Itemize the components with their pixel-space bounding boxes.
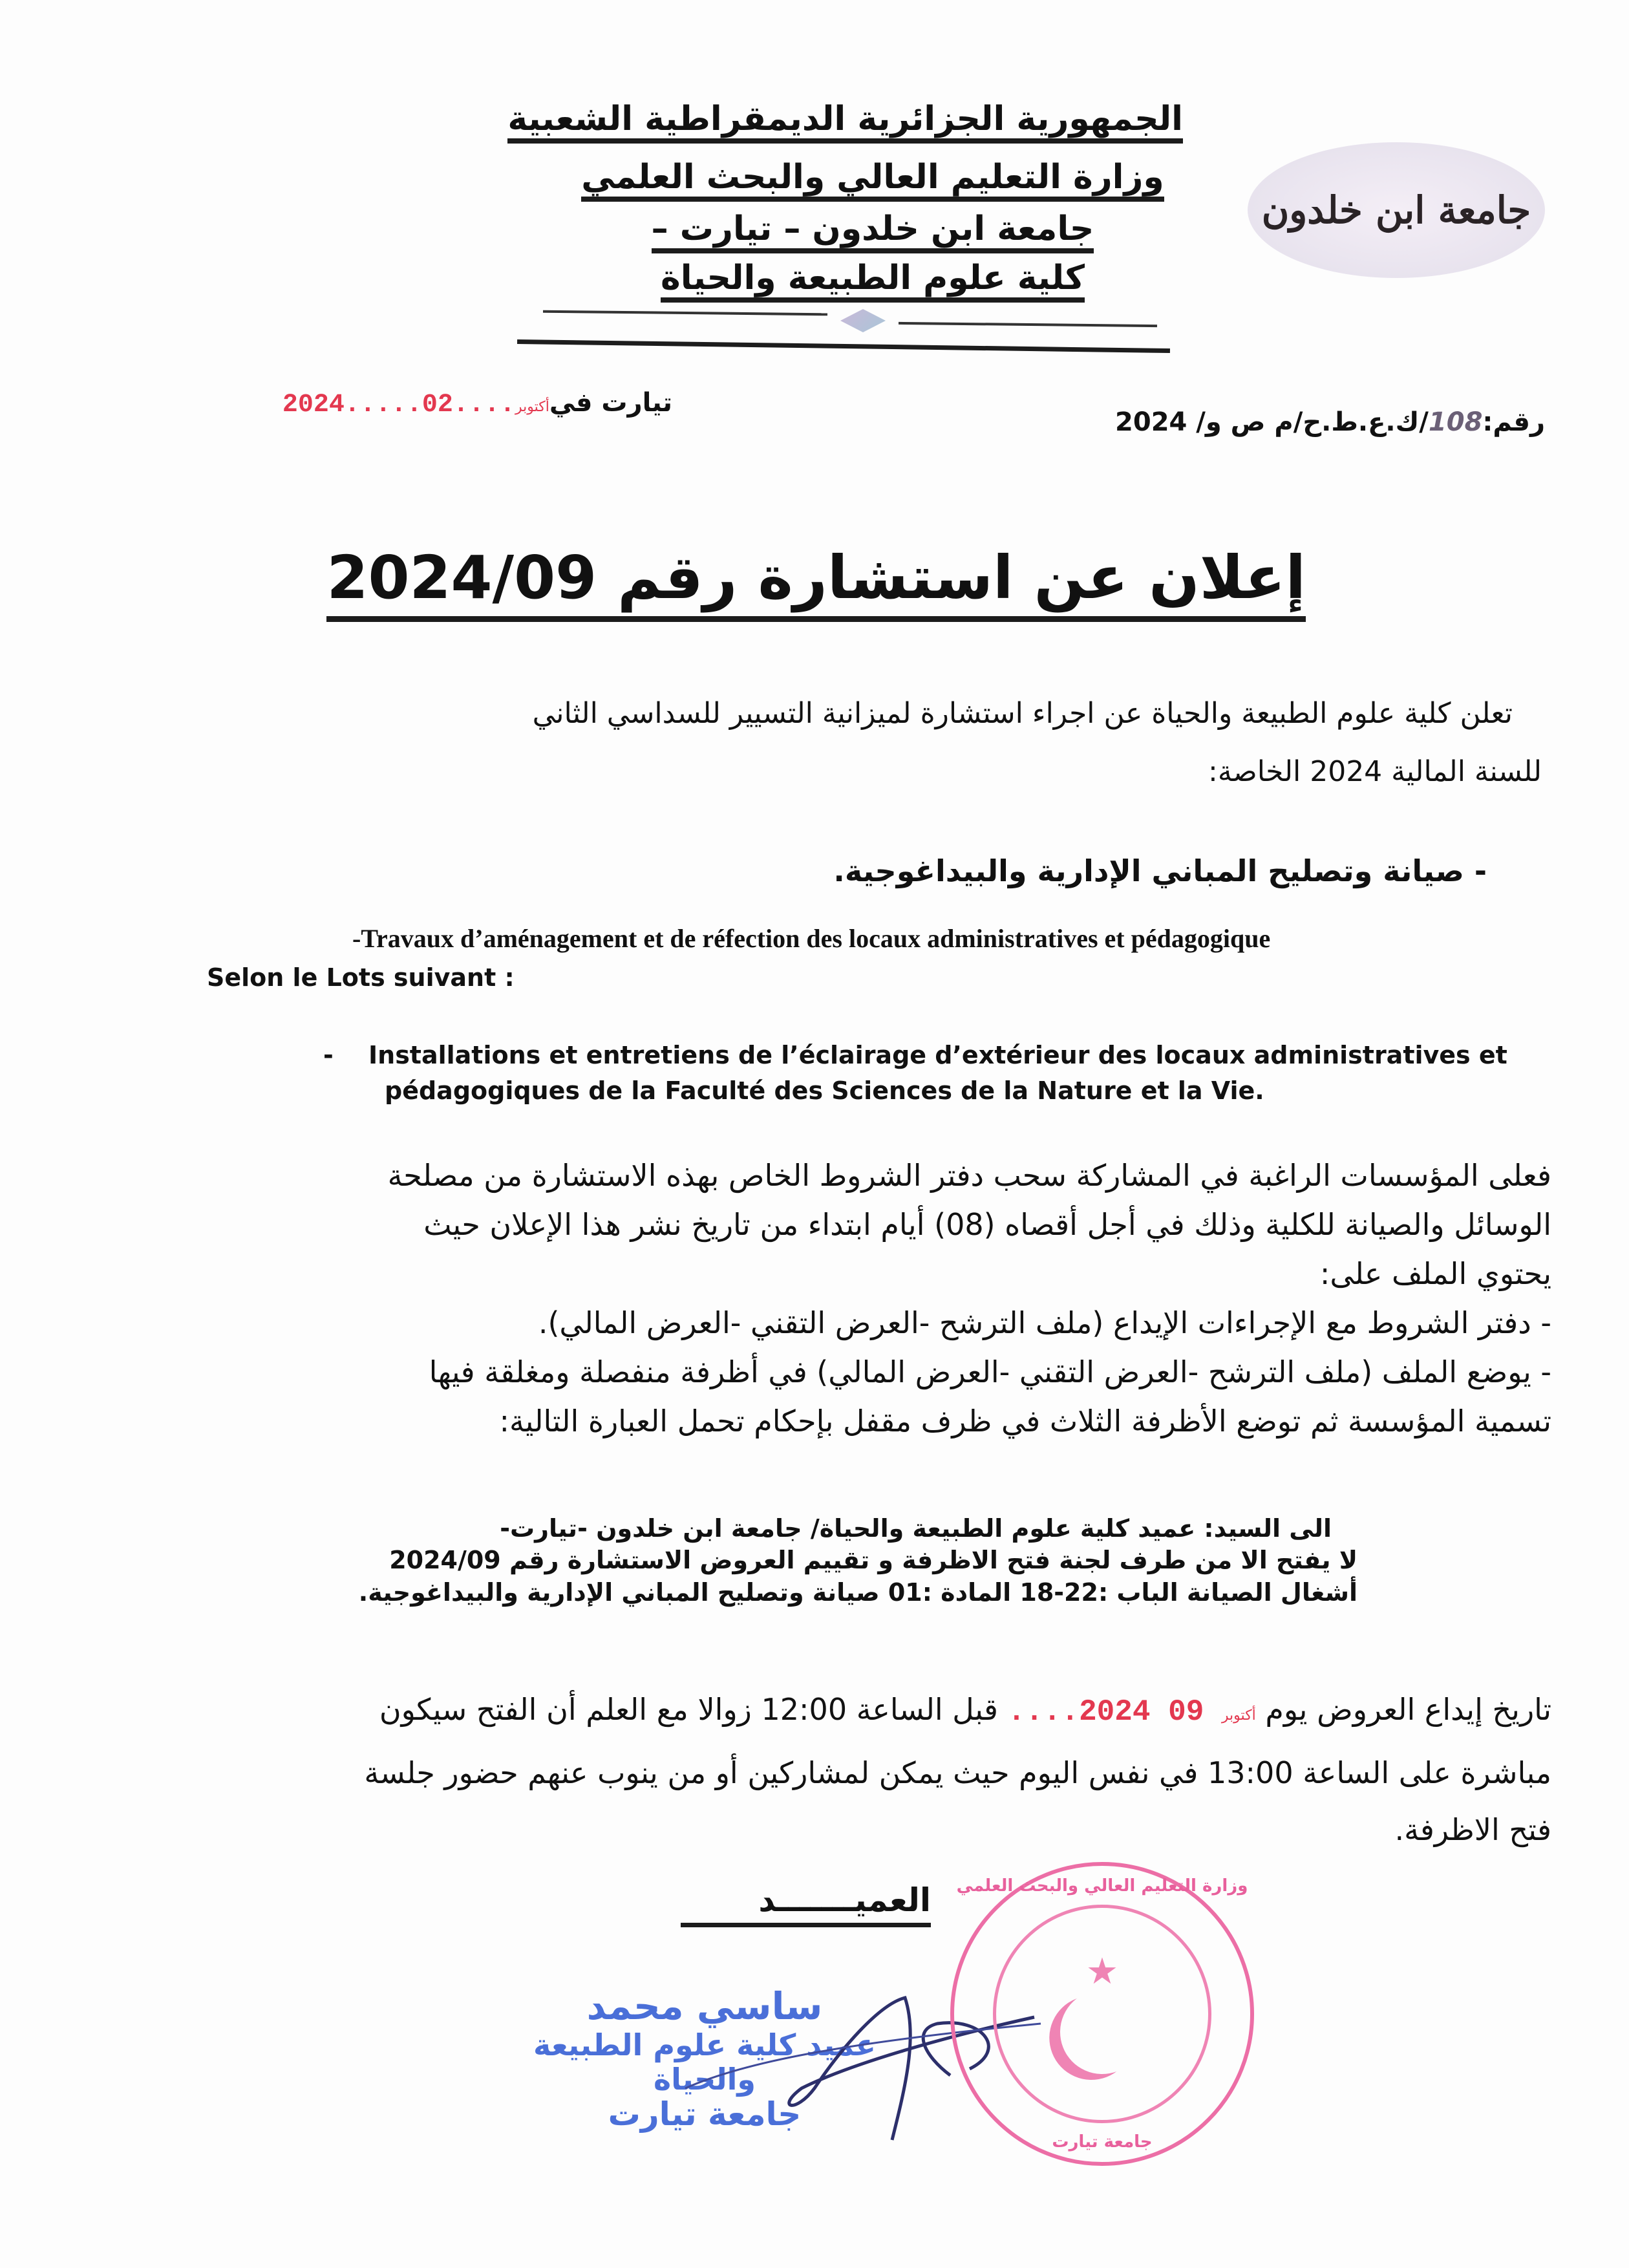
ref-label: رقم: bbox=[1482, 407, 1545, 437]
header-line-republic: الجمهورية الجزائرية الديمقراطية الشعبية bbox=[562, 102, 1183, 144]
lot-bullet: - bbox=[323, 1041, 334, 1069]
divider-right-line bbox=[899, 322, 1157, 327]
place-date bbox=[282, 388, 672, 420]
intro-line-1: تعلن كلية علوم الطبيعة والحياة عن اجراء استشارة لميزانية التسيير للسداسي الثاني bbox=[532, 697, 1513, 730]
item-french: -Travaux d’aménagement et de réfection des locaux administratives et pédagogique bbox=[352, 924, 1271, 953]
official-seal bbox=[950, 1862, 1254, 2166]
page-title: إعلان عن استشارة رقم 2024/09 bbox=[452, 543, 1306, 622]
body-line: تسمية المؤسسة ثم توضع الأظرفة الثلاث في ظرف مقفل بإحكام تحمل العبارة التالية: bbox=[499, 1404, 1551, 1439]
intro-line-2: للسنة المالية 2024 الخاصة: bbox=[1208, 755, 1542, 788]
header-line-university: جامعة ابن خلدون – تيارت – bbox=[562, 212, 1183, 253]
header-divider bbox=[530, 304, 1273, 356]
star-icon: ★ bbox=[1085, 1951, 1119, 1993]
ref-code: /ك.ع.ط.ح/م ص و/ 2024 bbox=[1115, 407, 1429, 437]
deadline-line-3: فتح الاظرفة. bbox=[1394, 1812, 1551, 1847]
envelope-line: الى السيد: عميد كلية علوم الطبيعة والحياة/ جامعة ابن خلدون -تيارت- bbox=[500, 1514, 1332, 1543]
crescent-icon bbox=[1054, 1984, 1151, 2081]
seal-emblem bbox=[993, 1905, 1211, 2123]
deadline-line-2: مباشرة على الساعة 13:00 في نفس اليوم حيث يمكن لمشاركين أو من ينوب عنهم حضور جلسة bbox=[364, 1755, 1551, 1790]
divider-thick-line bbox=[517, 339, 1170, 353]
divider-diamond bbox=[840, 309, 886, 332]
logo-calligraphy: جامعة ابن خلدون bbox=[1261, 188, 1531, 232]
deadline-prefix: تاريخ إيداع العروض يوم bbox=[1265, 1692, 1551, 1727]
ref-number-handwritten: 108 bbox=[1428, 407, 1483, 437]
lots-label: Selon le Lots suivant : bbox=[207, 963, 515, 992]
lot-line-2: pédagogiques de la Faculté des Sciences de la Nature et la Vie. bbox=[385, 1076, 1264, 1106]
lot-line-1: Installations et entretiens de l’éclairage d’extérieur des locaux administratives et bbox=[368, 1041, 1507, 1069]
envelope-line: لا يفتح الا من طرف لجنة فتح الاظرفة و تقييم العروض الاستشارة رقم 2024/09 bbox=[389, 1546, 1358, 1575]
seal-ring-text: وزارة التعليم العالي والبحث العلمي bbox=[956, 1876, 1248, 1896]
body-line: يحتوي الملف على: bbox=[1319, 1256, 1551, 1291]
place-date-label: تيارت في bbox=[549, 388, 672, 418]
reference-number bbox=[1115, 407, 1545, 437]
envelope-line: أشغال الصيانة الباب :22-18 المادة :01 صيانة وتصليح المباني الإدارية والبيداغوجية. bbox=[358, 1578, 1358, 1607]
dean-position: عميد كلية علوم الطبيعة والحياة bbox=[533, 2027, 876, 2097]
body-line: فعلى المؤسسات الراغبة في المشاركة سحب دفتر الشروط الخاص بهذه الاستشارة من مصلحة bbox=[387, 1158, 1551, 1193]
body-line: - دفتر الشروط مع الإجراءات الإيداع (ملف الترشح -العرض التقني -العرض المالي). bbox=[538, 1305, 1551, 1340]
dean-name: ساسي محمد bbox=[586, 1984, 823, 2028]
issue-date-stamp: 2024..... أكتوبر....02 bbox=[282, 390, 549, 420]
body-line: - يوضع الملف (ملف الترشح -العرض التقني -العرض المالي) في أظرفة منفصلة ومغلقة فيها bbox=[429, 1354, 1551, 1389]
dean-university: جامعة تيارت bbox=[608, 2095, 802, 2134]
header-line-faculty: كلية علوم الطبيعة والحياة bbox=[562, 261, 1183, 303]
body-text bbox=[259, 1151, 1551, 1446]
university-logo bbox=[1248, 142, 1545, 278]
header-line-ministry: وزارة التعليم العالي والبحث العلمي bbox=[562, 160, 1183, 202]
envelope-address bbox=[310, 1513, 1358, 1609]
dean-title: العميـــــــد bbox=[672, 1881, 931, 1927]
item-arabic: - صيانة وتصليح المباني الإدارية والبيداغوجية. bbox=[833, 853, 1487, 888]
divider-left-line bbox=[543, 310, 827, 316]
body-line: الوسائل والصيانة للكلية وذلك في أجل أقصاه (08) أيام ابتداء من تاريخ نشر هذا الإعلان حيث bbox=[423, 1207, 1551, 1242]
lot-item bbox=[323, 1038, 1507, 1109]
seal-bottom-text: جامعة تيارت bbox=[1052, 2132, 1153, 2152]
deadline-text bbox=[187, 1681, 1551, 1858]
deadline-date-stamp: ....2024 أكتوبر 09 bbox=[1007, 1695, 1256, 1729]
deadline-suffix: قبل الساعة 12:00 زوالا مع العلم أن الفتح سيكون bbox=[379, 1692, 999, 1727]
